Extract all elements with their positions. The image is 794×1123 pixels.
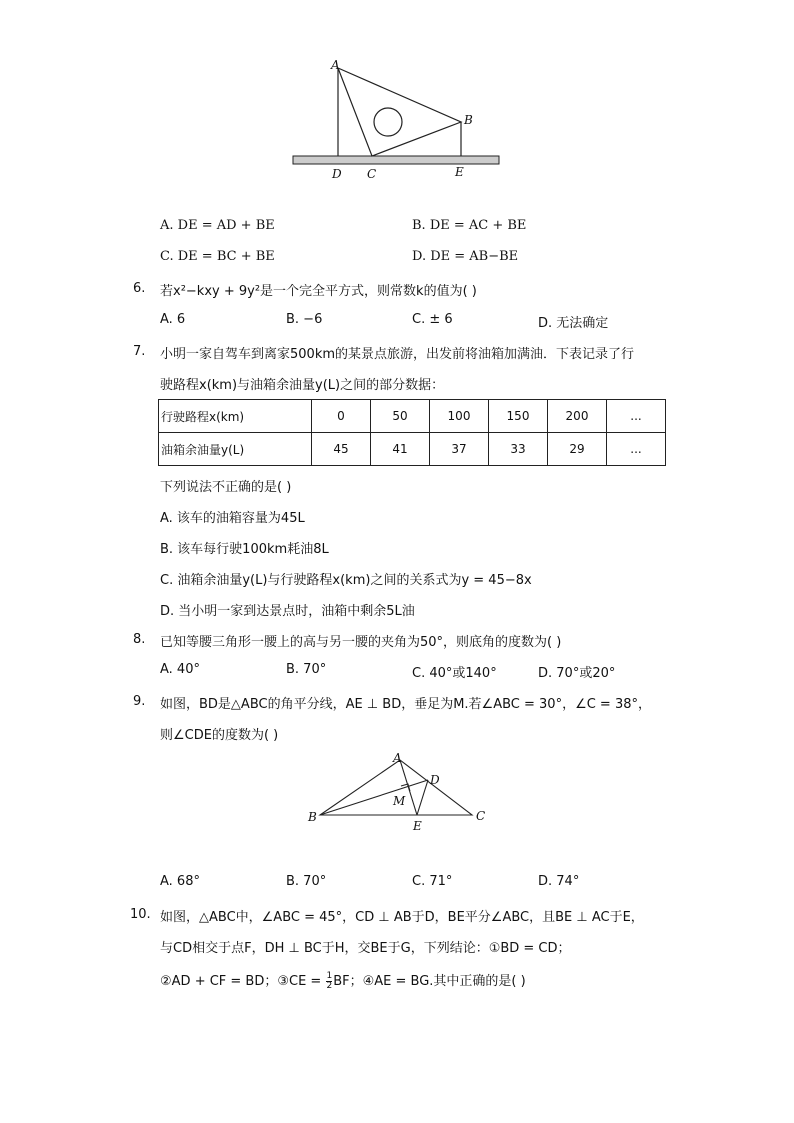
table-cell: 200 [548,400,607,433]
table-cell: 37 [430,433,489,466]
q9-option-b[interactable]: B. 70° [286,874,327,889]
fraction-denominator: 2 [326,981,333,991]
q6-option-b[interactable]: B. −6 [286,312,323,327]
table-cell: ... [607,400,666,433]
label-A: A [393,751,402,765]
table-row-header: 行驶路程x(km) [159,400,312,433]
ground-bar [293,156,499,164]
q5-option-c[interactable]: C. DE = BC + BE [160,249,275,264]
label-C: C [367,167,377,181]
q7-data-table [158,399,666,466]
q6-option-d[interactable]: D. 无法确定 [538,316,609,331]
q6-text: 若x²−kxy + 9y²是一个完全平方式，则常数k的值为( ) [160,284,477,299]
q6-option-a[interactable]: A. 6 [160,312,186,327]
segment-DE [417,780,428,815]
q5-option-d[interactable]: D. DE = AB−BE [412,249,519,264]
table-cell: ... [607,433,666,466]
table-cell: 33 [489,433,548,466]
q8-text: 已知等腰三角形一腰上的高与另一腰的夹角为50°，则底角的度数为( ) [160,635,562,650]
q5-figure [285,55,510,185]
label-C: C [476,809,486,823]
table-cell: 0 [312,400,371,433]
q8-option-c[interactable]: C. 40°或140° [412,666,497,681]
q10-text-line3 [160,970,526,991]
q5-option-b[interactable]: B. DE = AC + BE [412,218,527,233]
fraction-numerator: 1 [326,971,333,981]
label-D: D [332,167,342,181]
q7-text-line1: 小明一家自驾车到离家500km的某景点旅游，出发前将油箱加满油．下表记录了行 [160,347,635,362]
label-D: D [430,773,440,787]
q6-number: 6. [133,281,146,296]
q10-text-line1: 如图，△ABC中，∠ABC = 45°，CD ⊥ AB于D，BE平分∠ABC，且BE ⊥ AC于E， [160,910,644,925]
q9-text-line1: 如图，BD是△ABC的角平分线，AE ⊥ BD，垂足为M.若∠ABC = 30°，∠C = 38°， [160,697,652,712]
q9-option-c[interactable]: C. 71° [412,874,453,889]
q8-option-d[interactable]: D. 70°或20° [538,666,616,681]
q7-option-b[interactable]: B. 该车每行驶100km耗油8L [160,542,329,557]
q10-text-line3-start: ②AD + CF = BD；③CE = [160,974,326,989]
q7-option-c[interactable]: C. 油箱余油量y(L)与行驶路程x(km)之间的关系式为y = 45−8x [160,573,532,588]
q5-option-a[interactable]: A. DE = AD + BE [160,218,275,233]
q8-option-b[interactable]: B. 70° [286,662,327,677]
q9-figure [300,748,495,838]
q7-text-line2: 驶路程x(km)与油箱余油量y(L)之间的部分数据： [160,378,445,393]
q7-option-d[interactable]: D. 当小明一家到达景点时，油箱中剩余5L油 [160,604,415,619]
table-row [159,400,666,433]
q9-option-d[interactable]: D. 74° [538,874,580,889]
q7-number: 7. [133,344,146,359]
triangle-hole [374,108,402,136]
label-B: B [464,113,473,127]
label-M: M [393,794,406,808]
table-cell: 50 [371,400,430,433]
q6-option-c[interactable]: C. ± 6 [412,312,453,327]
q10-text-line3-end: BF；④AE = BG.其中正确的是( ) [333,974,526,989]
label-E: E [455,165,464,179]
fraction-one-half [326,972,332,991]
label-E: E [413,819,422,833]
table-cell: 29 [548,433,607,466]
table-cell: 41 [371,433,430,466]
q8-option-a[interactable]: A. 40° [160,662,200,677]
q9-number: 9. [133,694,146,709]
table-cell: 150 [489,400,548,433]
label-A: A [331,58,340,72]
q9-text-line2: 则∠CDE的度数为( ) [160,728,279,743]
table-row [159,433,666,466]
table-row-header: 油箱余油量y(L) [159,433,312,466]
q7-option-a[interactable]: A. 该车的油箱容量为45L [160,511,305,526]
q10-number: 10. [130,907,151,922]
q10-text-line2: 与CD相交于点F，DH ⊥ BC于H，交BE于G，下列结论：①BD = CD； [160,941,571,956]
label-B: B [308,810,317,824]
q8-number: 8. [133,632,146,647]
table-cell: 100 [430,400,489,433]
triangle-ABC [338,68,461,156]
q9-option-a[interactable]: A. 68° [160,874,200,889]
q7-question: 下列说法不正确的是( ) [160,480,292,495]
table-cell: 45 [312,433,371,466]
